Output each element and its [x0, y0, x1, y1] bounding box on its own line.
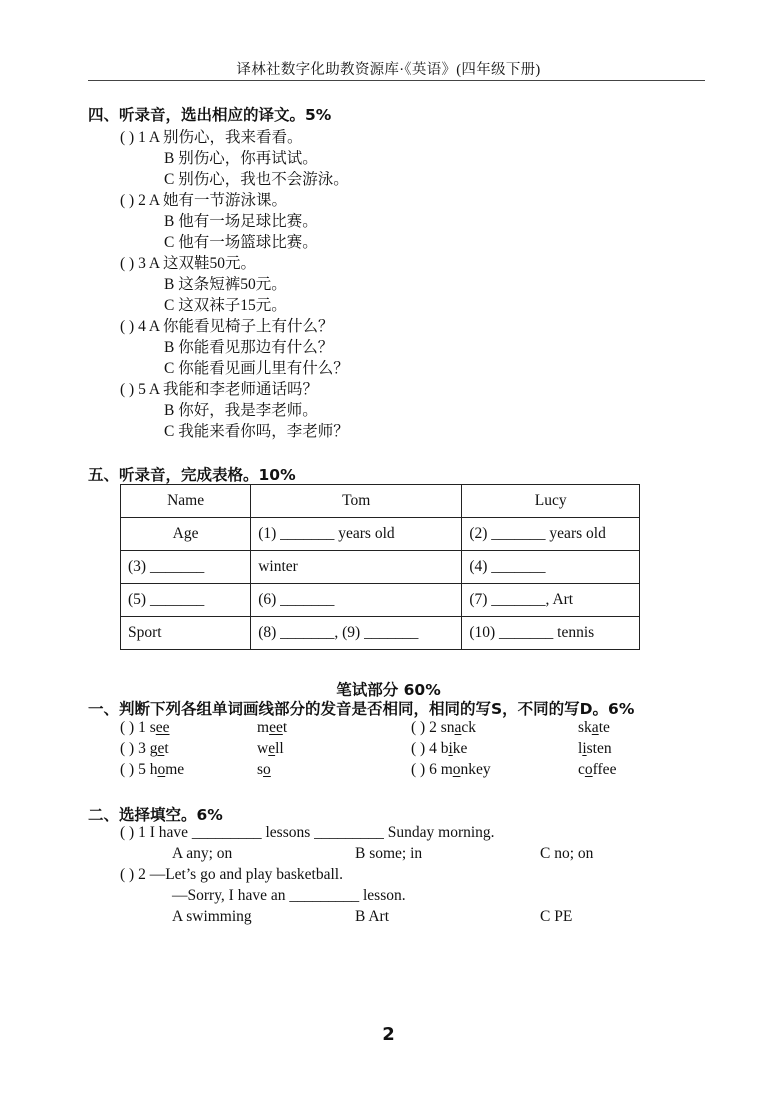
word-1: bike	[440, 740, 468, 757]
table-row	[121, 518, 640, 551]
word-1: get	[149, 740, 169, 757]
table-header-lucy: Lucy	[462, 485, 640, 518]
w1-item-4	[411, 740, 467, 758]
w2-q2-option-a: A swimming	[172, 908, 252, 925]
table-cell[interactable]: (3) _______	[121, 551, 251, 584]
w2-q1-option-b: B some; in	[355, 845, 423, 862]
table-row	[121, 617, 640, 650]
table-row	[121, 584, 640, 617]
table-cell: Sport	[121, 617, 251, 650]
header-divider	[88, 80, 705, 81]
item-number: 4	[429, 740, 437, 757]
table-cell[interactable]: (5) _______	[121, 584, 251, 617]
table-cell: Age	[121, 518, 251, 551]
table-header-tom: Tom	[251, 485, 462, 518]
table-cell: winter	[251, 551, 462, 584]
w1-item-6-word-2: coffee	[578, 761, 617, 778]
page-header: 译林社数字化助教资源库·《英语》(四年级下册)	[236, 62, 541, 78]
s4-q2-a: ( ) 2 A 她有一节游泳课。	[120, 192, 288, 209]
w1-item-5	[120, 761, 184, 779]
s4-q2-c: C 他有一场篮球比赛。	[164, 234, 318, 251]
answer-blank[interactable]: ( )	[120, 740, 135, 757]
w2-q2-option-c: C PE	[540, 908, 573, 925]
s4-q2-b: B 他有一场足球比赛。	[164, 213, 318, 230]
w2-q2-stem-line2: —Sorry, I have an _________ lesson.	[172, 887, 406, 904]
s4-q4-c: C 你能看见画儿里有什么？	[164, 360, 349, 377]
written-section-2-title: 二、选择填空。6%	[88, 806, 223, 824]
item-number: 3	[138, 740, 146, 757]
table-row	[121, 551, 640, 584]
item-number: 6	[429, 761, 437, 778]
w1-item-6	[411, 761, 491, 779]
s4-q3-c: C 这双袜子15元。	[164, 297, 287, 314]
w1-item-3-word-2: well	[257, 740, 284, 757]
table-header-name: Name	[121, 485, 251, 518]
s4-q1-c: C 别伤心，我也不会游泳。	[164, 171, 349, 188]
table-cell[interactable]: (1) _______ years old	[251, 518, 462, 551]
word-1: snack	[440, 719, 477, 736]
w2-q1-option-c: C no; on	[540, 845, 594, 862]
answer-blank[interactable]: ( )	[411, 761, 426, 778]
s4-q5-a: ( ) 5 A 我能和李老师通话吗？	[120, 381, 319, 398]
word-1: see	[149, 719, 170, 736]
table-cell[interactable]: (8) _______, (9) _______	[251, 617, 462, 650]
written-section-1-title: 一、判断下列各组单词画线部分的发音是否相同，相同的写S，不同的写D。6%	[88, 700, 635, 718]
w2-q1-option-a: A any; on	[172, 845, 233, 862]
s4-q1-b: B 别伤心，你再试试。	[164, 150, 318, 167]
answer-blank[interactable]: ( )	[411, 719, 426, 736]
info-table	[120, 484, 640, 650]
s4-q1-a: ( ) 1 A 别伤心，我来看看。	[120, 129, 303, 146]
w2-q1-stem[interactable]: ( ) 1 I have _________ lessons _________ Sunday morning.	[120, 824, 495, 841]
word-1: monkey	[440, 761, 491, 778]
s4-q3-a: ( ) 3 A 这双鞋50元。	[120, 255, 257, 272]
w2-q2-option-b: B Art	[355, 908, 390, 925]
w1-item-2-word-2: skate	[578, 719, 610, 736]
table-row	[121, 485, 640, 518]
item-number: 1	[138, 719, 146, 736]
table-cell[interactable]: (4) _______	[462, 551, 640, 584]
w1-item-1-word-2: meet	[257, 719, 288, 736]
w1-item-4-word-2: listen	[578, 740, 612, 757]
s4-q5-b: B 你好，我是李老师。	[164, 402, 318, 419]
item-number: 5	[138, 761, 146, 778]
table-cell[interactable]: (7) _______, Art	[462, 584, 640, 617]
section-4-title: 四、听录音，选出相应的译文。5%	[88, 106, 332, 124]
w1-item-2	[411, 719, 476, 737]
s4-q3-b: B 这条短裤50元。	[164, 276, 287, 293]
section-5-title: 五、听录音，完成表格。10%	[88, 466, 296, 484]
table-cell[interactable]: (10) _______ tennis	[462, 617, 640, 650]
s4-q4-a: ( ) 4 A 你能看见椅子上有什么？	[120, 318, 334, 335]
written-part-heading: 笔试部分 60%	[336, 681, 441, 699]
table-cell[interactable]: (6) _______	[251, 584, 462, 617]
w1-item-1	[120, 719, 170, 737]
w1-item-5-word-2: so	[257, 761, 271, 778]
answer-blank[interactable]: ( )	[120, 761, 135, 778]
answer-blank[interactable]: ( )	[411, 740, 426, 757]
s4-q4-b: B 你能看见那边有什么？	[164, 339, 334, 356]
w2-q2-stem[interactable]: ( ) 2 —Let’s go and play basketball.	[120, 866, 343, 883]
w1-item-3	[120, 740, 169, 758]
answer-blank[interactable]: ( )	[120, 719, 135, 736]
page-number: 2	[382, 1024, 395, 1045]
s4-q5-c: C 我能来看你吗，李老师？	[164, 423, 349, 440]
table-cell[interactable]: (2) _______ years old	[462, 518, 640, 551]
item-number: 2	[429, 719, 437, 736]
word-1: home	[149, 761, 185, 778]
